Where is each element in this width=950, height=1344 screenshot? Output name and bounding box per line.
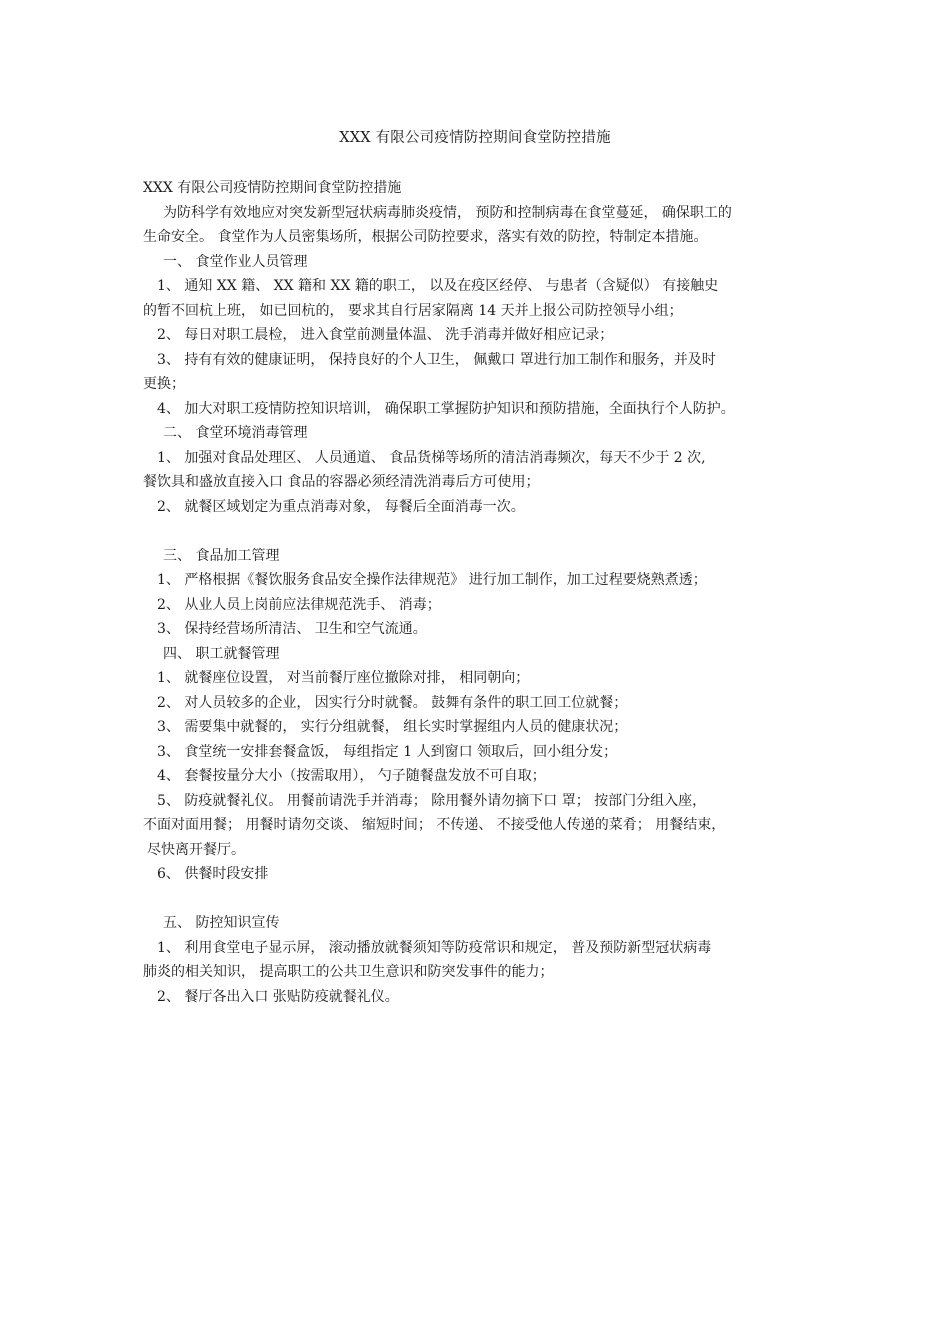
section-1-item-2: 2、 每日对职工晨检， 进入食堂前测量体温、 洗手消毒并做好相应记录；: [157, 327, 614, 343]
section-4-item-4: 4、 套餐按量分大小（按需取用）， 勺子随餐盘发放不可自取；: [157, 768, 546, 784]
section-3-item-2: 2、 从业人员上岗前应法律规范洗手、 消毒；: [157, 596, 441, 613]
body-heading: XXX 有限公司疫情防控期间食堂防控措施: [143, 180, 402, 196]
section-4-item-5-cont-1: 不面对面用餐； 用餐时请勿交谈、 缩短时间； 不传递、 不接受他人传递的菜肴； 用餐结束，: [143, 817, 726, 833]
section-2-item-1-cont: 餐饮具和盛放直接入口 食品的容器必须经清洗消毒后方可使用；: [143, 474, 540, 490]
section-1-heading: 一、 食堂作业人员管理: [163, 253, 308, 270]
document-title: XXX 有限公司疫情防控期间食堂防控措施: [339, 130, 611, 146]
section-4-item-1: 1、 就餐座位设置， 对当前餐厅座位撤除对排， 相同朝向；: [157, 670, 530, 686]
section-4-item-6: 6、 供餐时段安排: [157, 866, 269, 882]
section-2-item-1: 1、 加强对食品处理区、 人员通道、 食品货梯等场所的清洁消毒频次，每天不少于 2 次,: [157, 449, 706, 466]
section-4-item-5-cont-2: 尽快离开餐厅。: [147, 841, 245, 858]
section-4-item-3a: 3、 需要集中就餐的， 实行分组就餐， 组长实时掌握组内人员的健康状况；: [157, 719, 628, 735]
section-1-item-1-cont: 的暂不回杭上班， 如已回杭的， 要求其自行居家隔离 14 天并上报公司防控领导小组；: [143, 302, 683, 319]
intro-line-2: 生命安全。 食堂作为人员密集场所，根据公司防控要求，落实有效的防控，特制定本措施。: [143, 229, 708, 245]
section-1-item-3: 3、 持有有效的健康证明， 保持良好的个人卫生， 佩戴口 罩进行加工制作和服务，并及时: [157, 351, 716, 368]
intro-line-1: 为防科学有效地应对突发新型冠状病毒肺炎疫情， 预防和控制病毒在食堂蔓延， 确保职工的: [163, 204, 732, 221]
section-1-item-4: 4、 加大对职工疫情防控知识培训， 确保职工掌握防护知识和预防措施，全面执行个人防护。: [157, 400, 735, 417]
section-2-heading: 二、 食堂环境消毒管理: [163, 425, 308, 441]
section-2-item-2: 2、 就餐区域划定为重点消毒对象， 每餐后全面消毒一次。: [157, 498, 525, 515]
section-4-item-5: 5、 防疫就餐礼仪。 用餐前请洗手并消毒； 除用餐外请勿摘下口 罩； 按部门分组入座，: [157, 792, 707, 809]
section-3-item-1: 1、 严格根据《餐饮服务食品安全操作法律规范》 进行加工制作，加工过程要烧熟煮透；: [157, 572, 707, 588]
section-3-heading: 三、 食品加工管理: [163, 547, 280, 564]
section-1-item-1: 1、 通知 XX 籍、 XX 籍和 XX 籍的职工， 以及在疫区经停、 与患者（含疑似） 有接触史: [157, 278, 719, 294]
section-5-item-2: 2、 餐厅各出入口 张贴防疫就餐礼仪。: [157, 988, 399, 1005]
section-5-heading: 五、 防控知识宣传: [163, 915, 280, 931]
section-1-item-3-cont: 更换；: [143, 376, 185, 392]
document-body: [143, 176, 823, 1009]
section-3-item-3: 3、 保持经营场所清洁、 卫生和空气流通。: [157, 621, 427, 637]
section-5-item-1-cont: 肺炎的相关知识， 提高职工的公共卫生意识和防突发事件的能力；: [143, 964, 554, 980]
section-4-heading: 四、 职工就餐管理: [163, 645, 280, 662]
section-5-item-1: 1、 利用食堂电子显示屏， 滚动播放就餐须知等防疫常识和规定， 普及预防新型冠状病毒: [157, 939, 712, 956]
section-4-item-2: 2、 对人员较多的企业， 因实行分时就餐。 鼓舞有条件的职工回工位就餐；: [157, 694, 628, 711]
section-4-item-3b: 3、 食堂统一安排套餐盒饭， 每组指定 1 人到窗口 领取后，回小组分发；: [157, 743, 618, 760]
